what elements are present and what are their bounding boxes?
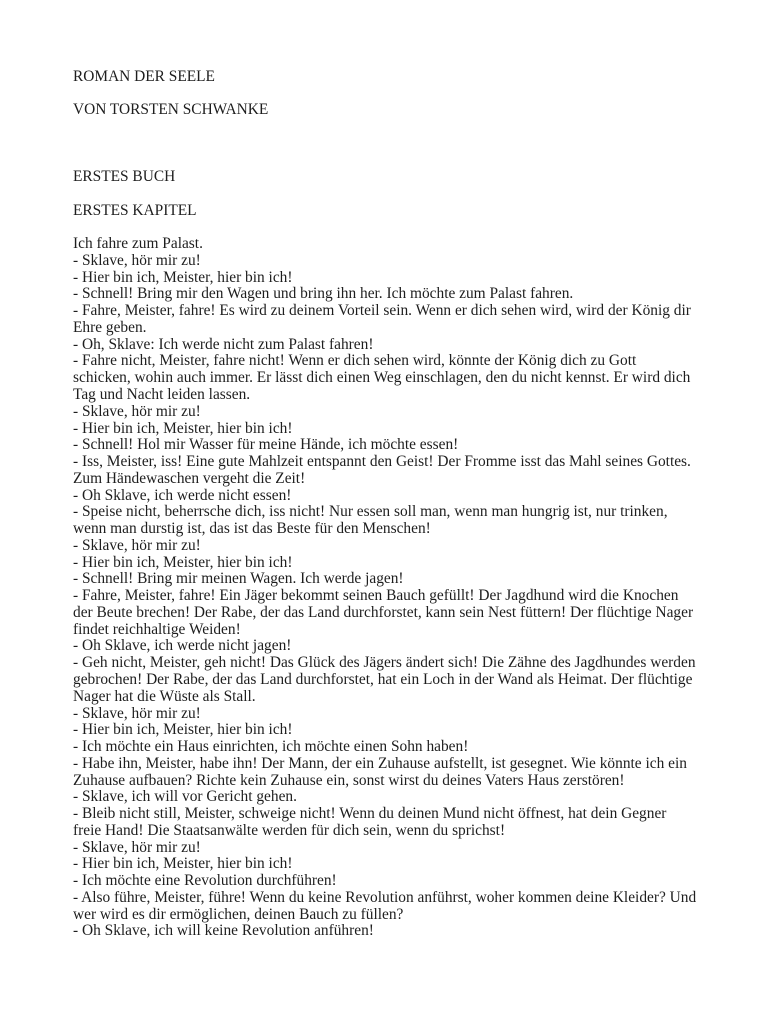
paragraph: - Hier bin ich, Meister, hier bin ich! bbox=[73, 419, 293, 437]
paragraph: - Oh Sklave, ich werde nicht essen! bbox=[73, 486, 292, 504]
paragraph: - Sklave, hör mir zu! bbox=[73, 536, 201, 554]
chapter-text bbox=[73, 236, 697, 940]
paragraph: - Habe ihn, Meister, habe ihn! Der Mann, der ein Zuhause aufstellt, ist gesegnet. Wie könnte ich ein Zuhause aufbauen? Richte kein Zuhause ein, sonst wirst du deines Vaters Haus zerstören! bbox=[73, 754, 687, 789]
paragraph: - Iss, Meister, iss! Eine gute Mahlzeit entspannt den Geist! Der Fromme isst das Mahl seines Gottes. Zum Händewaschen vergeht die Zeit! bbox=[73, 453, 691, 487]
paragraph: - Schnell! Bring mir meinen Wagen. Ich werde jagen! bbox=[73, 570, 404, 588]
paragraph: - Sklave, hör mir zu! bbox=[73, 251, 201, 269]
paragraph: - Hier bin ich, Meister, hier bin ich! bbox=[73, 721, 293, 739]
paragraph: - Schnell! Hol mir Wasser für meine Hände, ich möchte essen! bbox=[73, 436, 459, 454]
paragraph: - Fahre nicht, Meister, fahre nicht! Wenn er dich sehen wird, könnte der König dich zu Gott schicken, wohin auch immer. Er lässt dich einen Weg einschlagen, den du nicht kennst. Er wird dich Tag und Nacht leiden lassen. bbox=[73, 352, 691, 403]
paragraph: - Ich möchte ein Haus einrichten, ich möchte einen Sohn haben! bbox=[73, 738, 469, 756]
paragraph: - Sklave, ich will vor Gericht gehen. bbox=[73, 788, 297, 806]
paragraph: - Hier bin ich, Meister, hier bin ich! bbox=[73, 855, 293, 873]
paragraph: - Geh nicht, Meister, geh nicht! Das Glück des Jägers ändert sich! Die Zähne des Jagdhundes werden gebrochen! Der Rabe, der das Land durchforstet, hat ein Loch in der Wand als Heimat. Der flüchtige Nager hat die Wüste als Stall. bbox=[73, 654, 696, 705]
paragraph: - Sklave, hör mir zu! bbox=[73, 704, 201, 722]
paragraph: - Fahre, Meister, fahre! Ein Jäger bekommt seinen Bauch gefüllt! Der Jagdhund wird die Knochen der Beute brechen! Der Rabe, der das Land durchforstet, kann sein Nest füttern! Der flüchtige Nager findet reichhaltige Weiden! bbox=[73, 587, 694, 638]
paragraph: - Oh Sklave, ich will keine Revolution anführen! bbox=[73, 922, 374, 940]
paragraph: - Hier bin ich, Meister, hier bin ich! bbox=[73, 268, 293, 286]
paragraph: - Bleib nicht still, Meister, schweige nicht! Wenn du deinen Mund nicht öffnest, hat dein Gegner freie Hand! Die Staatsanwälte werden für dich sein, wenn du sprichst! bbox=[73, 805, 667, 839]
paragraph: - Schnell! Bring mir den Wagen und bring ihn her. Ich möchte zum Palast fahren. bbox=[73, 285, 574, 303]
paragraph: - Speise nicht, beherrsche dich, iss nicht! Nur essen soll man, wenn man hungrig ist, nur trinken, wenn man durstig ist, das ist das Beste für den Menschen! bbox=[73, 503, 668, 538]
book-heading: ERSTES BUCH bbox=[73, 168, 176, 186]
paragraph: - Also führe, Meister, führe! Wenn du keine Revolution anführst, woher kommen deine Kleider? Und wer wird es dir ermöglichen, deinen Bauch zu füllen? bbox=[73, 888, 697, 923]
document-author: VON TORSTEN SCHWANKE bbox=[73, 101, 269, 119]
paragraph: - Hier bin ich, Meister, hier bin ich! bbox=[73, 553, 293, 571]
paragraph: - Ich möchte eine Revolution durchführen! bbox=[73, 872, 337, 890]
chapter-heading: ERSTES KAPITEL bbox=[73, 201, 197, 219]
paragraph: - Oh, Sklave: Ich werde nicht zum Palast fahren! bbox=[73, 335, 374, 353]
page-content bbox=[73, 69, 697, 941]
paragraph: Ich fahre zum Palast. bbox=[73, 235, 203, 253]
paragraph: - Sklave, hör mir zu! bbox=[73, 402, 201, 420]
paragraph: - Oh Sklave, ich werde nicht jagen! bbox=[73, 637, 292, 655]
paragraph: - Sklave, hör mir zu! bbox=[73, 838, 201, 856]
document-title: ROMAN DER SEELE bbox=[73, 67, 215, 85]
paragraph: - Fahre, Meister, fahre! Es wird zu deinem Vorteil sein. Wenn er dich sehen wird, wird der König dir Ehre geben. bbox=[73, 302, 691, 336]
